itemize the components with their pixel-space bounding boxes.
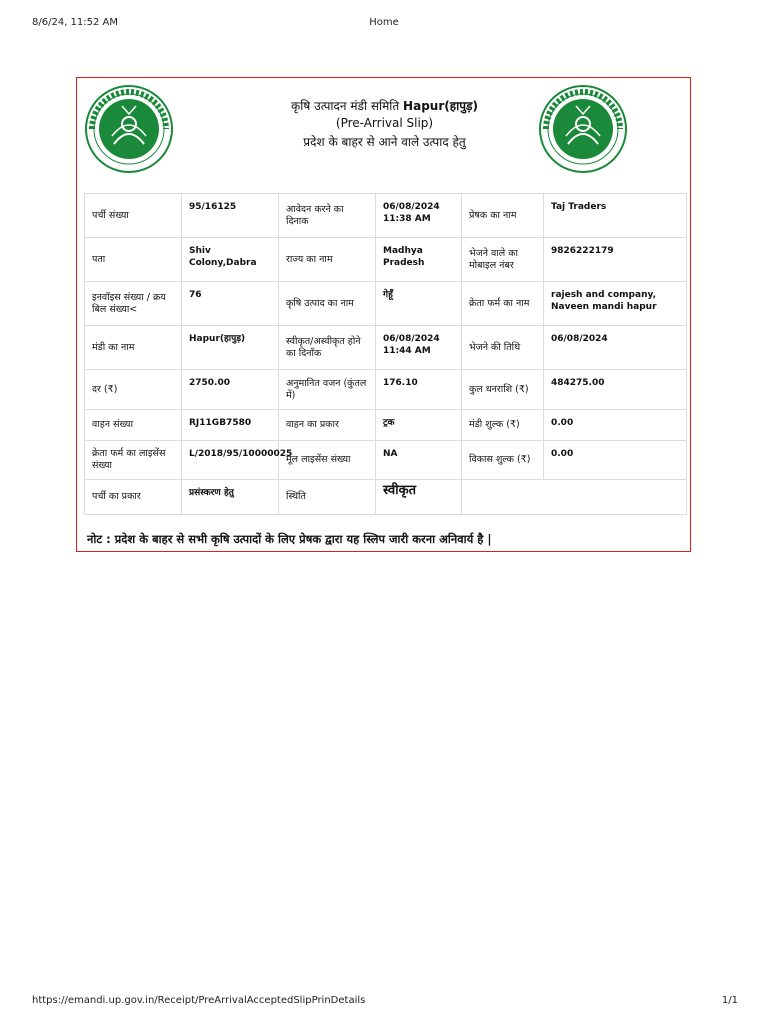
cell-label: पता (85, 238, 182, 282)
cell-label: मंडी का नाम (85, 326, 182, 370)
cell-label: क्रेता फर्म का लाइसेंस संख्या (85, 441, 182, 480)
cell-value: 2750.00 (182, 370, 279, 410)
table-row (85, 410, 687, 441)
cell-label: वाहन का प्रकार (279, 410, 376, 441)
cell-label: प्रेषक का नाम (462, 194, 544, 238)
cell-label: स्वीकृत/अस्वीकृत होने का दिनाँक (279, 326, 376, 370)
cell-label: कुल धनराशि (₹) (462, 370, 544, 410)
table-row (85, 194, 687, 238)
print-page-number: 1/1 (721, 995, 738, 1006)
cell-label: दर (₹) (85, 370, 182, 410)
cell-label: आवेदन करने का दिनाक (279, 194, 376, 238)
cell-label: क्रेता फर्म का नाम (462, 282, 544, 326)
cell-value: rajesh and company, Naveen mandi hapur (544, 282, 687, 326)
cell-value: 9826222179 (544, 238, 687, 282)
table-row (85, 480, 687, 515)
print-header (32, 17, 736, 31)
slip-note: नोट : प्रदेश के बाहर से सभी कृषि उत्पादों के लिए प्रेषक द्वारा यह स्लिप जारी करना अनिवार्य है | (87, 532, 492, 546)
table-row (85, 441, 687, 480)
mandi-parishad-seal-icon (84, 84, 174, 174)
cell-value: Taj Traders (544, 194, 687, 238)
table-row (85, 370, 687, 410)
cell-value: Madhya Pradesh (376, 238, 462, 282)
cell-value: 0.00 (544, 410, 687, 441)
mandi-committee-title: कृषि उत्पादन मंडी समिति Hapur(हापुड़) (291, 99, 478, 113)
cell-label: भेजने वाले का मोबाइल नंबर (462, 238, 544, 282)
print-footer (32, 995, 738, 1009)
cell-label: अनुमानित वजन (कुंतल में) (279, 370, 376, 410)
print-url: https://emandi.up.gov.in/Receipt/PreArrivalAcceptedSlipPrinDetails (32, 995, 366, 1006)
slip-heading (197, 98, 572, 151)
cell-value: Hapur(हापुड़) (182, 326, 279, 370)
slip-details-table (84, 193, 687, 515)
cell-value: 484275.00 (544, 370, 687, 410)
cell-label: स्थिति (279, 480, 376, 515)
slip-purpose: प्रदेश के बाहर से आने वाले उत्पाद हेतु (303, 135, 466, 149)
print-page-title: Home (369, 17, 399, 28)
cell-value: Shiv Colony,Dabra (182, 238, 279, 282)
cell-value: प्रसंस्करण हेतु (182, 480, 279, 515)
cell-value: 76 (182, 282, 279, 326)
table-row (85, 282, 687, 326)
mandi-parishad-seal-icon (538, 84, 628, 174)
cell-label: राज्य का नाम (279, 238, 376, 282)
cell-value: RJ11GB7580 (182, 410, 279, 441)
status-value: स्वीकृत (376, 480, 462, 515)
cell-value: 0.00 (544, 441, 687, 480)
cell-value: 06/08/2024 (544, 326, 687, 370)
cell-value: 06/08/2024 11:38 AM (376, 194, 462, 238)
cell-label: इनवॉइस संख्या / क्रय बिल संख्या< (85, 282, 182, 326)
cell-value: ट्रक (376, 410, 462, 441)
cell-label: पर्ची संख्या (85, 194, 182, 238)
cell-label: भेजने की तिथि (462, 326, 544, 370)
cell-label: पर्ची का प्रकार (85, 480, 182, 515)
slip-subtitle: (Pre-Arrival Slip) (335, 116, 434, 130)
empty-cell (462, 480, 687, 515)
cell-value: 95/16125 (182, 194, 279, 238)
cell-label: मंडी शुल्क (₹) (462, 410, 544, 441)
cell-label: कृषि उत्पाद का नाम (279, 282, 376, 326)
cell-value: 176.10 (376, 370, 462, 410)
cell-value: 06/08/2024 11:44 AM (376, 326, 462, 370)
cell-value: NA (376, 441, 462, 480)
table-row (85, 238, 687, 282)
cell-label: वाहन संख्या (85, 410, 182, 441)
pre-arrival-slip (76, 77, 691, 552)
cell-value: L/2018/95/10000025 (182, 441, 279, 480)
cell-label: मूल लाइसेंस संख्या (279, 441, 376, 480)
cell-value: गेहूँ (376, 282, 462, 326)
table-row (85, 326, 687, 370)
cell-label: विकास शुल्क (₹) (462, 441, 544, 480)
print-datetime: 8/6/24, 11:52 AM (32, 17, 119, 28)
